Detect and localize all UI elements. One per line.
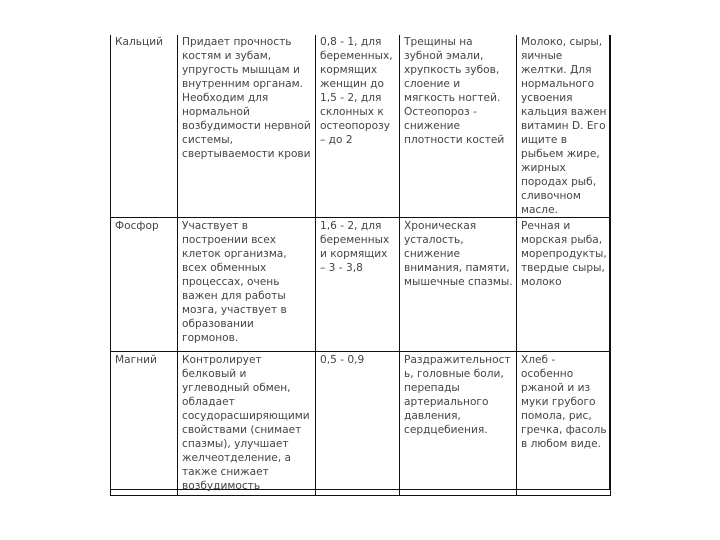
deficit-cell: Трещины на зубной эмали, хрупкость зубов, слоение и мягкость ногтей. Остеопороз - снижение плотности костей [400,35,517,218]
element-cell: Кальций [111,35,178,218]
document-page [110,35,610,490]
deficit-cell: Хроническая усталость, снижение внимания, памяти, мышечные спазмы. [400,218,517,352]
minerals-table [110,35,611,496]
sources-cell: Речная и морская рыба, морепродукты, твердые сыры, молоко [517,218,611,352]
sources-cell: Молоко, сыры, яичные желтки. Для нормального усвоения кальция важен витамин D. Его ищите в рыбьем жире, жирных породах рыб, сливочном масле. [517,35,611,218]
table-row [111,352,611,496]
deficit-cell: Раздражительность, головные боли, перепады артериального давления, сердцебиения. [400,352,517,496]
sources-cell: Хлеб - особенно ржаной и из муки грубого помола, рис, гречка, фасоль в любом виде. [517,352,611,496]
element-cell: Магний [111,352,178,496]
norm-cell: 1,6 - 2, для беременных и кормящих – 3 - 3,8 [316,218,400,352]
norm-cell: 0,8 - 1, для беременных, кормящих женщин до 1,5 - 2, для склонных к остеопорозу – до 2 [316,35,400,218]
norm-cell: 0,5 - 0,9 [316,352,400,496]
role-cell: Контролирует белковый и углеводный обмен, обладает сосудорасширяющими свойствами (снимает спазмы), улучшает желчеотделение, а также снижает возбудимость [178,352,316,496]
table-row [111,218,611,352]
table-row [111,35,611,218]
element-cell: Фосфор [111,218,178,352]
role-cell: Придает прочность костям и зубам, упругость мышцам и внутренним органам. Необходим для нормальной возбудимости нервной системы, свертываемости крови [178,35,316,218]
role-cell: Участвует в построении всех клеток организма, всех обменных процессах, очень важен для работы мозга, участвует в образовании гормонов. [178,218,316,352]
